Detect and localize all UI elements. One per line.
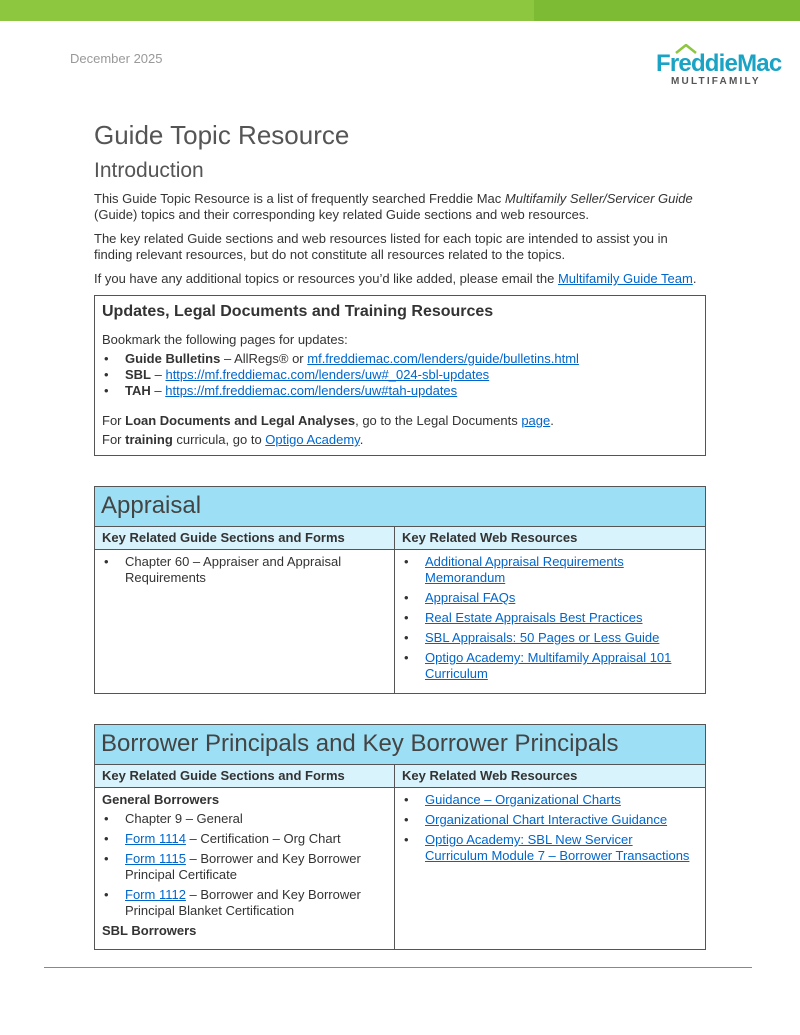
intro-heading: Introduction [94, 159, 204, 182]
resource-link[interactable]: SBL Appraisals: 50 Pages or Less Guide [425, 630, 660, 645]
document-content [94, 120, 706, 950]
section-title: Appraisal [95, 487, 705, 527]
legal-docs-text [102, 413, 698, 429]
text: For [102, 413, 126, 428]
intro-paragraph-1 [94, 191, 706, 223]
guide-sections-cell [95, 788, 395, 950]
intro-text: (Guide) topics and their corresponding key related Guide sections and web resources. [94, 207, 589, 222]
bulletins-link[interactable]: mf.freddiemac.com/lenders/guide/bulletins.html [307, 351, 579, 366]
list-item [402, 812, 698, 828]
list-item [402, 590, 698, 606]
list-item [402, 832, 698, 864]
column-header: Key Related Guide Sections and Forms [95, 527, 395, 550]
item-label: SBL [125, 367, 151, 382]
list-item [402, 792, 698, 808]
legal-documents-page-link[interactable]: page [521, 413, 551, 428]
tah-updates-link[interactable]: https://mf.freddiemac.com/lenders/uw#tah-updates [165, 383, 458, 398]
text-bold: training [125, 432, 173, 447]
resource-link[interactable]: Real Estate Appraisals Best Practices [425, 610, 643, 625]
intro-text: This Guide Topic Resource is a list of frequently searched Freddie Mac [94, 191, 505, 206]
form-desc: – Borrower and Key Borrower Principal Certificate [125, 851, 361, 882]
web-resources-cell [395, 550, 706, 694]
intro-text: If you have any additional topics or resources you’d like added, please email the [94, 271, 558, 286]
text: . [550, 413, 554, 428]
column-header: Key Related Guide Sections and Forms [95, 765, 395, 788]
borrower-table [95, 765, 705, 949]
item-text: – [150, 383, 166, 398]
sbl-updates-link[interactable]: https://mf.freddiemac.com/lenders/uw#_024-sbl-updates [165, 367, 490, 382]
appraisal-section [94, 486, 706, 694]
text-bold: Loan Documents and Legal Analyses [125, 413, 356, 428]
sbl-borrowers-heading: SBL Borrowers [102, 923, 197, 938]
list-item [102, 831, 387, 847]
text: . [359, 432, 364, 447]
optigo-academy-link[interactable]: Optigo Academy [265, 432, 360, 447]
resource-link[interactable]: Organizational Chart Interactive Guidance [425, 812, 668, 827]
list-item [102, 351, 698, 367]
list-item [402, 630, 698, 646]
updates-list [102, 351, 698, 399]
training-text [102, 432, 698, 448]
text: For [102, 432, 126, 447]
guide-team-email-link[interactable]: Multifamily Guide Team [557, 271, 693, 286]
top-accent-bar-right [534, 0, 800, 21]
guide-name: Multifamily Seller/Servicer Guide [504, 191, 693, 206]
list-item [402, 554, 698, 586]
list-item [402, 650, 698, 682]
resource-link[interactable]: Additional Appraisal Requirements Memorandum [425, 554, 624, 585]
document-date: December 2025 [70, 51, 163, 66]
list-item [102, 851, 387, 883]
intro-text: . [692, 271, 697, 286]
borrower-principals-section [94, 724, 706, 950]
intro-paragraph-3 [94, 271, 706, 287]
updates-box [94, 295, 706, 456]
item-text: – [151, 367, 166, 382]
list-item [402, 610, 698, 626]
general-borrowers-heading: General Borrowers [102, 792, 220, 807]
logo-wordmark: FreddieMac [656, 50, 782, 77]
web-resources-cell [395, 788, 706, 950]
form-link[interactable]: Form 1114 [125, 831, 186, 846]
intro-paragraph-2: The key related Guide sections and web resources listed for each topic are intended to assist you in finding relevant resources, but do not constitute all resources related to the topics. [94, 231, 668, 262]
item-label: TAH [125, 383, 151, 398]
form-link[interactable]: Form 1112 [125, 887, 186, 902]
resource-link[interactable]: Optigo Academy: SBL New Servicer Curriculum Module 7 – Borrower Transactions [425, 832, 690, 863]
freddie-mac-logo [656, 44, 782, 88]
column-header: Key Related Web Resources [395, 527, 706, 550]
form-desc: – Borrower and Key Borrower Principal Blanket Certification [125, 887, 361, 918]
form-desc: – Certification – Org Chart [185, 831, 341, 846]
list-item: • Chapter 60 – Appraiser and Appraisal Requirements [102, 554, 387, 586]
guide-sections-cell [95, 550, 395, 694]
bookmark-text: Bookmark the following pages for updates: [102, 332, 348, 347]
section-title: Borrower Principals and Key Borrower Principals [95, 725, 705, 765]
item-label: Guide Bulletins [125, 351, 221, 366]
list-item [102, 887, 387, 919]
resource-link[interactable]: Appraisal FAQs [425, 590, 516, 605]
list-item [102, 367, 698, 383]
appraisal-table [95, 527, 705, 693]
footer-divider [44, 967, 752, 968]
text: , go to the Legal Documents [355, 413, 522, 428]
resource-link[interactable]: Optigo Academy: Multifamily Appraisal 101 Curriculum [425, 650, 672, 681]
form-link[interactable]: Form 1115 [125, 851, 186, 866]
column-header: Key Related Web Resources [395, 765, 706, 788]
list-item [102, 383, 698, 399]
text: curricula, go to [172, 432, 266, 447]
item-text: – AllRegs® or [220, 351, 308, 366]
logo-subtitle: MULTIFAMILY [671, 76, 761, 87]
list-item: • Chapter 9 – General [102, 811, 387, 827]
page-title: Guide Topic Resource [94, 120, 350, 150]
updates-heading: Updates, Legal Documents and Training Resources [102, 303, 494, 320]
resource-link[interactable]: Guidance – Organizational Charts [425, 792, 621, 807]
